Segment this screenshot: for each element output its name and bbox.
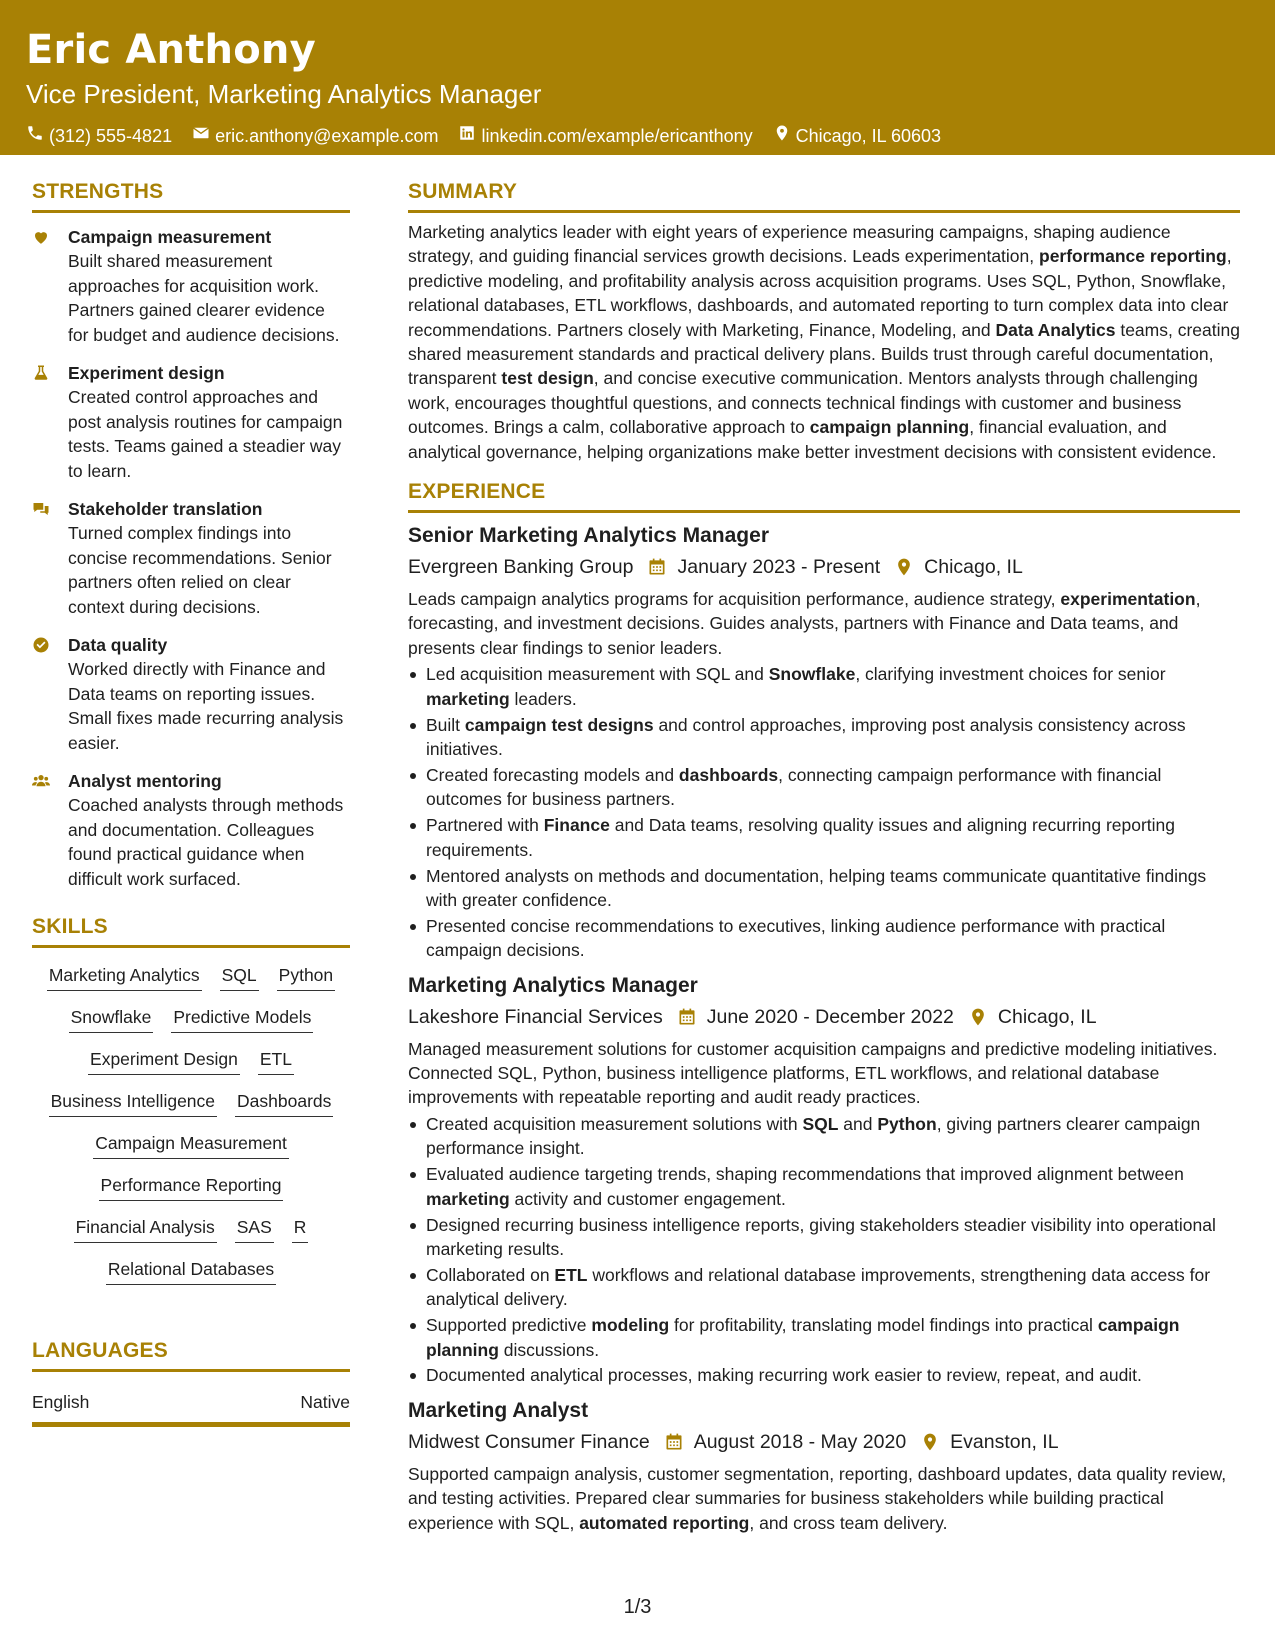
phone-icon	[26, 124, 44, 148]
bold-text: marketing	[426, 688, 510, 709]
strength-item	[32, 633, 350, 755]
calendar-icon	[647, 557, 667, 577]
strengths-heading: STRENGTHS	[32, 178, 350, 213]
skill-tag: Snowflake	[69, 1004, 154, 1033]
job-company: Lakeshore Financial Services	[408, 1005, 663, 1028]
jobs-list	[408, 521, 1240, 1535]
email-text: eric.anthony@example.com	[215, 126, 439, 146]
comments-icon	[32, 497, 58, 619]
left-column	[32, 178, 350, 1427]
text-segment: , forecasting, and investment decisions. Guides analysts, partners with Finance and Data teams, and presents clear findings to senior leaders.	[408, 589, 1201, 658]
bullet-item	[408, 1112, 1240, 1161]
job-location: Chicago, IL	[997, 1005, 1097, 1028]
strength-description: Created control approaches and post analysis routines for campaign tests. Teams gained a steadier way to learn.	[68, 387, 343, 481]
job-title: Senior Marketing Analytics Manager	[408, 524, 769, 548]
linkedin-icon	[458, 124, 476, 148]
text-segment: Led acquisition measurement with SQL and	[426, 664, 769, 685]
text-segment: , clarifying investment choices for senior	[855, 664, 1166, 685]
strength-body	[68, 225, 350, 347]
text-segment: Leads campaign analytics programs for acquisition performance, audience strategy,	[408, 589, 1061, 610]
contact-bar	[26, 124, 1275, 148]
text-segment: , and concise executive communication. Mentors analysts through challenging work, encourages thoughtful questions, and connects technical findings with customer and business outcomes. Brings a calm, collaborative approach to	[408, 368, 1198, 438]
right-column	[408, 178, 1240, 1535]
strength-title: Stakeholder translation	[68, 499, 263, 519]
skill-tag: SAS	[235, 1214, 274, 1243]
language-level: Native	[300, 1392, 350, 1412]
job-bullets	[408, 1112, 1240, 1388]
bold-text: experimentation	[1060, 589, 1196, 610]
bullet-item	[408, 914, 1240, 963]
job-location: Evanston, IL	[950, 1430, 1059, 1453]
summary-text	[408, 220, 1240, 464]
job-meta	[408, 553, 1240, 581]
text-segment: leaders.	[509, 688, 577, 709]
text-segment: , giving partners clearer campaign performance insight.	[426, 1113, 1201, 1159]
bullet-item	[408, 1263, 1240, 1312]
check-circle-icon	[32, 633, 58, 755]
job-description	[408, 587, 1240, 660]
summary-heading: SUMMARY	[408, 178, 1240, 213]
bullet-item	[408, 1162, 1240, 1211]
skill-tag: Business Intelligence	[49, 1088, 217, 1117]
map-pin-icon	[968, 1007, 988, 1027]
bullet-item	[408, 1313, 1240, 1362]
skill-tag: Financial Analysis	[74, 1214, 217, 1243]
text-segment: Mentored analysts on methods and documentation, helping teams communicate quantitative findings with greater confidence.	[426, 865, 1207, 910]
users-icon	[32, 769, 58, 891]
text-segment: Built	[426, 714, 465, 735]
skill-tag: Python	[277, 962, 335, 991]
text-segment: and Data teams, resolving quality issues and aligning recurring reporting requirements.	[426, 815, 1176, 860]
job-entry	[408, 971, 1240, 1388]
text-segment: Supported campaign analysis, customer segmentation, reporting, dashboard updates, data quality review, and testing activities. Prepared clear summaries for business stakeholders while building practical experience with SQL,	[408, 1463, 1227, 1533]
bold-text: ETL	[554, 1264, 588, 1285]
bullet-item	[408, 763, 1240, 812]
text-segment: activity and customer engagement.	[509, 1188, 786, 1209]
strength-title: Campaign measurement	[68, 227, 272, 247]
heart-icon	[32, 225, 58, 347]
strength-title: Experiment design	[68, 363, 225, 383]
bullet-item	[408, 662, 1240, 711]
bold-text: modeling	[591, 1315, 670, 1336]
resume-header	[0, 0, 1275, 155]
languages-heading: LANGUAGES	[32, 1337, 350, 1372]
strength-description: Built shared measurement approaches for acquisition work. Partners gained clearer evidence for budget and audience decisions.	[68, 251, 340, 345]
bold-text: Python	[877, 1113, 937, 1134]
job-description	[408, 1037, 1240, 1110]
skill-tag: Experiment Design	[88, 1046, 240, 1075]
candidate-name: Eric Anthony	[26, 27, 316, 73]
job-entry	[408, 521, 1240, 963]
text-segment: Managed measurement solutions for customer acquisition campaigns and predictive modeling initiatives. Connected SQL, Python, business intelligence platforms, ETL workflows, and relational database improvements with repeatable reporting and audit ready practices.	[408, 1038, 1218, 1108]
job-meta	[408, 1003, 1240, 1031]
map-pin-icon	[894, 557, 914, 577]
experience-heading: EXPERIENCE	[408, 478, 1240, 513]
text-segment: , connecting campaign performance with financial outcomes for business partners.	[426, 764, 1162, 810]
text-segment: Marketing analytics leader with eight years of experience measuring campaigns, shaping audience strategy, and guiding financial services growth decisions. Leads experimentation,	[408, 222, 1171, 267]
strength-title: Analyst mentoring	[68, 771, 222, 791]
bold-text: dashboards	[678, 764, 779, 785]
language-name: English	[32, 1392, 90, 1412]
job-entry	[408, 1396, 1240, 1535]
text-segment: , and cross team delivery.	[749, 1512, 948, 1533]
strength-description: Turned complex findings into concise recommendations. Senior partners often relied on clear context during decisions.	[68, 523, 332, 617]
text-segment: and	[838, 1113, 878, 1134]
skill-tag: Predictive Models	[171, 1004, 313, 1033]
strength-body	[68, 633, 350, 755]
text-segment: Created forecasting models and	[426, 764, 679, 785]
contact-email[interactable]	[192, 124, 438, 148]
text-segment: Evaluated audience targeting trends, shaping recommendations that improved alignment between	[426, 1164, 1184, 1185]
job-dates: January 2023 - Present	[677, 556, 881, 579]
job-company: Midwest Consumer Finance	[408, 1430, 650, 1453]
text-segment: , predictive modeling, and profitability analysis across acquisition programs. Uses SQL, Python, Snowflake, relational databases, ETL workflows, dashboards, and automated reporting to turn complex data into clear recommendations. Partners closely with Marketing, Finance, Modeling, and	[408, 246, 1232, 340]
strength-item	[32, 225, 350, 347]
job-dates: August 2018 - May 2020	[693, 1430, 907, 1453]
bullet-item	[408, 713, 1240, 762]
bullet-item	[408, 1213, 1240, 1262]
text-segment: for profitability, translating model findings into practical	[669, 1315, 1098, 1336]
text-segment: Partnered with	[426, 815, 544, 836]
text-segment: Supported predictive	[426, 1315, 592, 1336]
contact-linkedin[interactable]	[458, 124, 752, 148]
bold-text: test design	[501, 368, 594, 389]
skill-tag: R	[292, 1214, 309, 1243]
job-meta	[408, 1428, 1240, 1456]
job-title: Marketing Analytics Manager	[408, 973, 698, 997]
contact-phone[interactable]	[26, 124, 172, 148]
text-segment: workflows and relational database improvements, strengthening data access for analytical delivery.	[426, 1264, 1211, 1310]
bold-text: Snowflake	[768, 664, 856, 685]
bold-text: Finance	[543, 815, 610, 836]
strength-body	[68, 769, 350, 891]
job-company: Evergreen Banking Group	[408, 556, 634, 579]
bold-text: automated reporting	[579, 1512, 750, 1533]
skill-tag: ETL	[258, 1046, 294, 1075]
calendar-icon	[677, 1007, 697, 1027]
job-description	[408, 1462, 1240, 1535]
envelope-icon	[192, 124, 210, 148]
strength-item	[32, 497, 350, 619]
map-pin-icon	[920, 1432, 940, 1452]
bullet-item	[408, 813, 1240, 862]
text-segment: Created acquisition measurement solutions with	[426, 1113, 803, 1134]
bullet-item	[408, 1363, 1240, 1387]
text-segment: , financial evaluation, and analytical governance, helping organizations make better investment decisions with consistent evidence.	[408, 417, 1217, 462]
text-segment: discussions.	[498, 1339, 600, 1360]
bold-text: campaign planning	[809, 417, 970, 438]
skills-list	[32, 962, 350, 1285]
bold-text: campaign planning	[426, 1315, 1180, 1360]
flask-icon	[32, 361, 58, 483]
job-location: Chicago, IL	[924, 556, 1023, 579]
calendar-icon	[664, 1432, 684, 1452]
text-segment: Collaborated on	[426, 1264, 555, 1285]
text-segment: Documented analytical processes, making recurring work easier to review, repeat, and audit.	[426, 1365, 1142, 1386]
text-segment: Designed recurring business intelligence reports, giving stakeholders steadier visibility into operational marketing results.	[426, 1214, 1216, 1259]
text-segment: teams, creating shared measurement standards and practical delivery plans. Builds trust through careful documentation, transparent	[408, 319, 1240, 389]
linkedin-text: linkedin.com/example/ericanthony	[481, 126, 753, 146]
bold-text: marketing	[426, 1188, 510, 1209]
phone-text: (312) 555-4821	[49, 126, 173, 146]
skill-tag: Marketing Analytics	[47, 962, 202, 991]
bold-text: SQL	[802, 1113, 839, 1134]
skill-tag: Dashboards	[235, 1088, 333, 1117]
strength-description: Coached analysts through methods and documentation. Colleagues found practical guidance when difficult work surfaced.	[68, 795, 344, 889]
location-text: Chicago, IL 60603	[795, 126, 942, 146]
bold-text: Data Analytics	[995, 319, 1116, 340]
strength-title: Data quality	[68, 635, 168, 655]
job-dates: June 2020 - December 2022	[706, 1005, 954, 1028]
strength-item	[32, 361, 350, 483]
job-title: Marketing Analyst	[408, 1398, 589, 1422]
text-segment: and control approaches, improving post analysis consistency across initiatives.	[426, 714, 1186, 759]
strengths-list	[32, 225, 350, 891]
bold-text: performance reporting	[1039, 246, 1227, 267]
skills-heading: SKILLS	[32, 913, 350, 948]
text-segment: Presented concise recommendations to executives, linking audience performance with practical campaign decisions.	[426, 915, 1166, 961]
contact-location	[773, 124, 941, 148]
bold-text: campaign test designs	[464, 714, 654, 735]
strength-body	[68, 497, 350, 619]
skill-tag: Campaign Measurement	[93, 1130, 289, 1159]
map-pin-icon	[773, 124, 791, 148]
job-bullets	[408, 662, 1240, 962]
skill-tag: SQL	[220, 962, 259, 991]
strength-body	[68, 361, 350, 483]
bullet-item	[408, 864, 1240, 913]
skill-tag: Relational Databases	[106, 1256, 276, 1285]
candidate-title: Vice President, Marketing Analytics Manager	[26, 79, 542, 109]
skill-tag: Performance Reporting	[99, 1172, 284, 1201]
languages-list	[32, 1390, 350, 1427]
language-row	[32, 1390, 350, 1427]
strength-item	[32, 769, 350, 891]
strength-description: Worked directly with Finance and Data teams on reporting issues. Small fixes made recurring analysis easier.	[68, 659, 344, 753]
page-number: 1/3	[623, 1596, 652, 1618]
